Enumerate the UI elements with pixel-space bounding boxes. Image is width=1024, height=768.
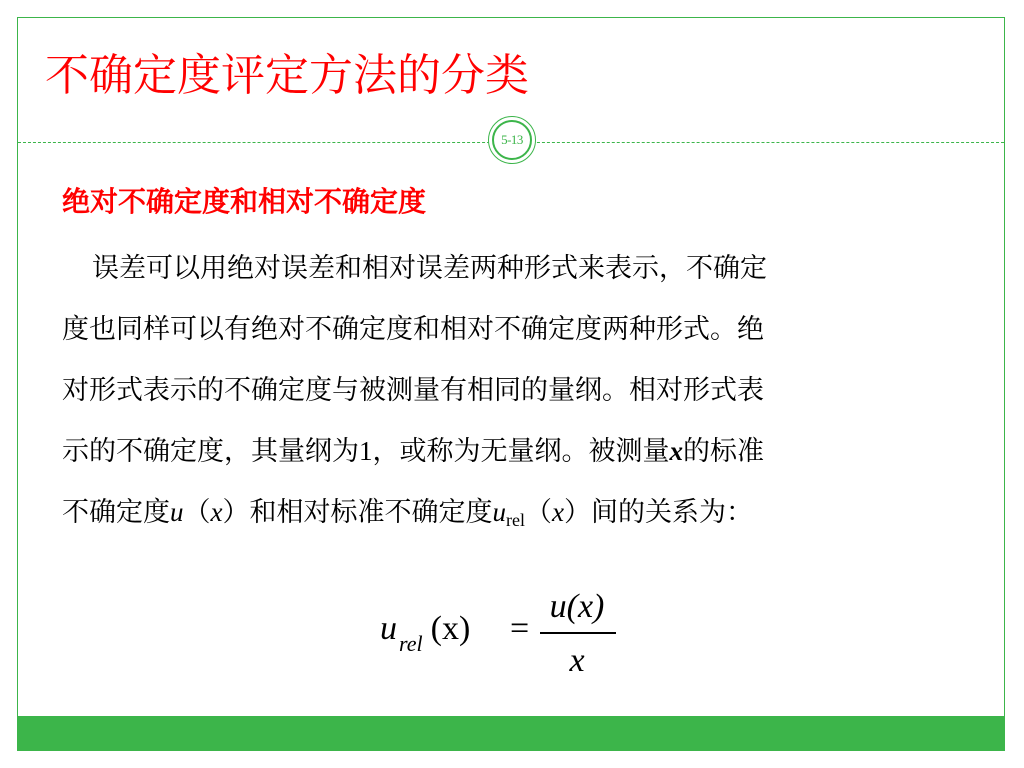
body-paragraph — [62, 238, 948, 543]
body-text-segment: （ — [524, 497, 552, 528]
formula-fraction-bar — [540, 632, 616, 634]
formula-lhs-subscript: rel — [399, 631, 423, 656]
body-text-segment: 示的不确定度，其量纲为 — [62, 436, 359, 467]
body-subscript-rel: rel — [505, 510, 525, 530]
body-line-2: 度也同样可以有绝对不确定度和相对不确定度两种形式。绝 — [62, 314, 764, 345]
formula-lhs — [380, 610, 471, 656]
body-line-4 — [62, 421, 948, 482]
footer-bar — [17, 716, 1005, 751]
body-line-3: 对形式表示的不确定度与被测量有相同的量纲。相对形式表 — [62, 375, 764, 406]
body-variable-x: x — [551, 497, 564, 527]
formula-lhs-variable: u — [380, 610, 397, 647]
body-text-segment: 不确定度 — [62, 497, 170, 528]
body-variable-x: x — [669, 436, 683, 466]
body-text-segment: ）和相对标准不确定度 — [222, 497, 493, 528]
page-number-badge — [488, 116, 536, 164]
body-variable-u: u — [170, 497, 184, 527]
body-text-segment: ）间的关系为： — [563, 497, 753, 528]
body-text-segment: ，或称为无量纲。被测量 — [372, 436, 670, 467]
page-number: 5-13 — [492, 120, 532, 160]
formula-equals: = — [510, 610, 530, 647]
body-text-segment: 的标准 — [683, 436, 764, 467]
formula-lhs-argument: (x) — [430, 610, 471, 647]
relative-uncertainty-formula — [380, 588, 630, 688]
body-line-1: 误差可以用绝对误差和相对误差两种形式来表示，不确定 — [92, 253, 767, 284]
body-line-5 — [62, 482, 948, 543]
slide-title: 不确定度评定方法的分类 — [45, 50, 529, 101]
section-heading: 绝对不确定度和相对不确定度 — [62, 185, 427, 218]
body-number: 1 — [359, 436, 373, 466]
body-text-segment: （ — [183, 497, 211, 528]
body-variable-x: x — [210, 497, 223, 527]
formula-numerator: u(x) — [549, 588, 605, 625]
body-variable-u: u — [492, 497, 506, 527]
formula-denominator: x — [569, 642, 585, 679]
